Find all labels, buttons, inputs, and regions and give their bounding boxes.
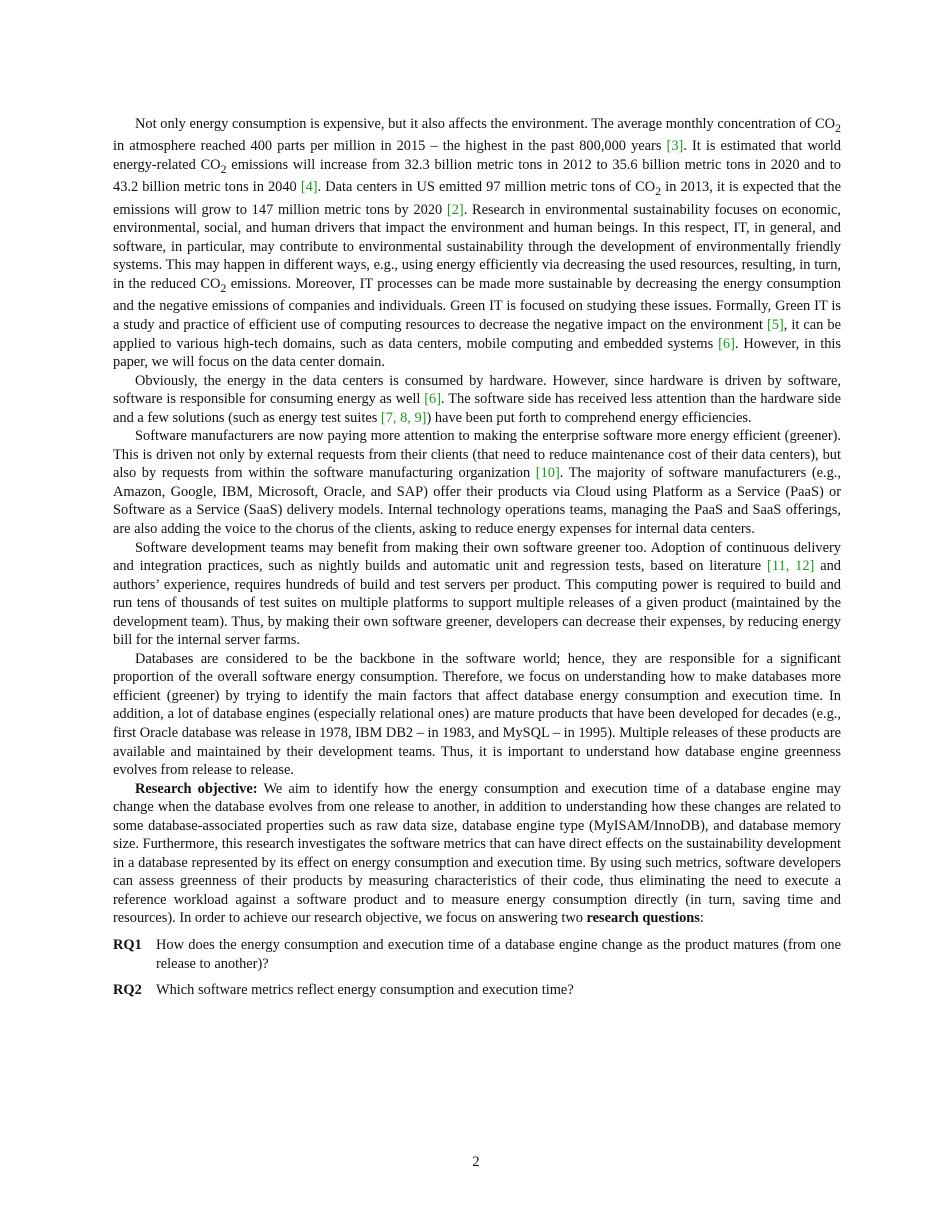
paragraph-manufacturers — [113, 427, 841, 538]
text: . It is estimated that world energy-related CO — [113, 138, 841, 173]
citation-link[interactable]: [7, 8, 9] — [380, 409, 427, 426]
paragraph-databases: Databases are considered to be the backbone in the software world; hence, they are responsible for a significant proportion of the overall software energy consumption. Therefore, we focus on understanding how to make databases more efficient (greener) by trying to identify the main factors that affect database energy consumption and execution time. In addition, a lot of database engines (especially relational ones) are mature products that have been developed for decades (e.g., first Oracle database was release in 1978, IBM DB2 – in 1983, and MySQL – in 1995). Multiple releases of these products are available and maintained by their development teams. Thus, it is important to understand how database engine greenness evolves from release to release. — [113, 650, 842, 779]
research-objective-label: Research objective: — [135, 780, 258, 797]
text: emissions will increase from 32.3 billion metric tons in 2012 to 35.6 billion metric tons in 2020 and to 43.2 billion metric tons in 2040 — [113, 156, 841, 196]
rq-text: Which software metrics reflect energy consumption and execution time? — [156, 982, 574, 999]
citation-link[interactable]: [5] — [766, 316, 784, 333]
citation-link[interactable]: [3] — [666, 138, 684, 155]
research-question-1 — [113, 936, 841, 973]
citation-link[interactable]: [10] — [535, 465, 560, 482]
paragraph-intro — [113, 115, 841, 372]
text: : — [699, 910, 704, 927]
citation-link[interactable]: [6] — [424, 391, 442, 408]
research-questions-label: research questions — [586, 910, 700, 927]
paper-body — [113, 115, 841, 1000]
citation-link[interactable]: [11, 12] — [767, 558, 815, 575]
rq-label: RQ2 — [113, 982, 142, 999]
rq-text: How does the energy consumption and execution time of a database engine change as the product matures (from one release to another)? — [156, 937, 841, 972]
paragraph-research-objective — [113, 780, 841, 928]
rq-label: RQ1 — [113, 937, 142, 954]
research-question-2 — [113, 981, 841, 1000]
subscript: 2 — [220, 161, 227, 176]
citation-link[interactable]: [4] — [300, 179, 318, 196]
text: We aim to identify how the energy consumption and execution time of a database engine may change when the database evolves from one release to another, in addition to understanding how these changes are related to some database-associated properties such as raw data size, database engine type (MyISAM/InnoDB), and database memory size. Furthermore, this research investigates the software metrics that can have direct effects on the sustainability development in a database represented by its effect on energy consumption and execution time. By using such metrics, software developers can assess greenness of their products by measuring characteristics of their code, thus eliminating the need to execute a reference workload against a software product and to measure energy consumption directly (in turn, saving time and resources). In order to achieve our research objective, we focus on answering two — [113, 780, 841, 927]
text: in atmosphere reached 400 parts per million in 2015 – the highest in the past 800,000 years — [113, 138, 667, 155]
text: . However, in this paper, we will focus on the data center domain. — [113, 335, 841, 371]
text: Software development teams may benefit from making their own software greener too. Adoption of continuous delivery and integration practices, such as nightly builds and automatic unit and regression tests, based on literature — [113, 539, 841, 575]
text: emissions. Moreover, IT processes can be made more sustainable by decreasing the energy consumption and the negative emissions of companies and individuals. Green IT is focused on studying these issues. Formally, Green IT is a study and practice of efficient use of computing resources to decrease the negative impact on the environment — [113, 276, 841, 333]
text: . The software side has received less attention than the hardware side and a few solutions (such as energy test suites — [113, 391, 841, 426]
text: ) have been put forth to comprehend energy efficiencies. — [426, 409, 752, 426]
text: and authors’ experience, requires hundreds of build and test servers per product. This computing power is required to build and run tens of thousands of test suites on multiple platforms to support multiple releases of a given product (maintained by the development team). Thus, by making their own software greener, developers can decrease their expenses, by reducing energy bill for the internal server farms. — [113, 558, 841, 649]
page-number: 2 — [472, 1154, 480, 1170]
text: Software manufacturers are now paying more attention to making the enterprise software more energy efficient (greener). This is driven not only by external requests from their clients (that need to reduce maintenance cost of their data centers), but also by requests from within the software manufacturing organization — [113, 428, 841, 482]
text: . Research in environmental sustainability focuses on economic, environmental, social, and human drivers that impact the environment and human beings. In this respect, IT, in general, and software, in particular, may contribute to environmental sustainability through the development of environmentally friendly systems. This may happen in different ways, e.g., using energy efficiently via decreasing the used resources, resulting, in turn, in the reduced CO — [113, 201, 841, 292]
subscript: 2 — [655, 184, 662, 199]
text: . The majority of software manufacturers (e.g., Amazon, Google, IBM, Microsoft, Oracle, and SAP) offer their products via Cloud using Platform as a Service (PaaS) or Software as a Service (SaaS) delivery models. Internal technology operations teams, managing the PaaS and SaaS offerings, are also adding the voice to the chorus of the clients, asking to reduce energy expenses for internal data centers. — [113, 465, 841, 537]
text: . Data centers in US emitted 97 million metric tons of CO — [317, 179, 656, 196]
paragraph-hardware — [113, 372, 841, 428]
text: , it can be applied to various high-tech domains, such as data centers, mobile computing and embedded systems — [113, 316, 841, 352]
paragraph-dev-teams — [113, 539, 841, 650]
subscript: 2 — [835, 120, 841, 135]
subscript: 2 — [220, 280, 227, 295]
text: Obviously, the energy in the data centers is consumed by hardware. However, since hardware is driven by software, software is responsible for consuming energy as well — [113, 372, 841, 408]
text: in 2013, it is expected that the emissions will grow to 147 million metric tons by 2020 — [113, 179, 841, 218]
text: Not only energy consumption is expensive, but it also affects the environment. The average monthly concentration of CO — [135, 116, 835, 132]
citation-link[interactable]: [2] — [446, 201, 464, 218]
citation-link[interactable]: [6] — [718, 335, 735, 352]
